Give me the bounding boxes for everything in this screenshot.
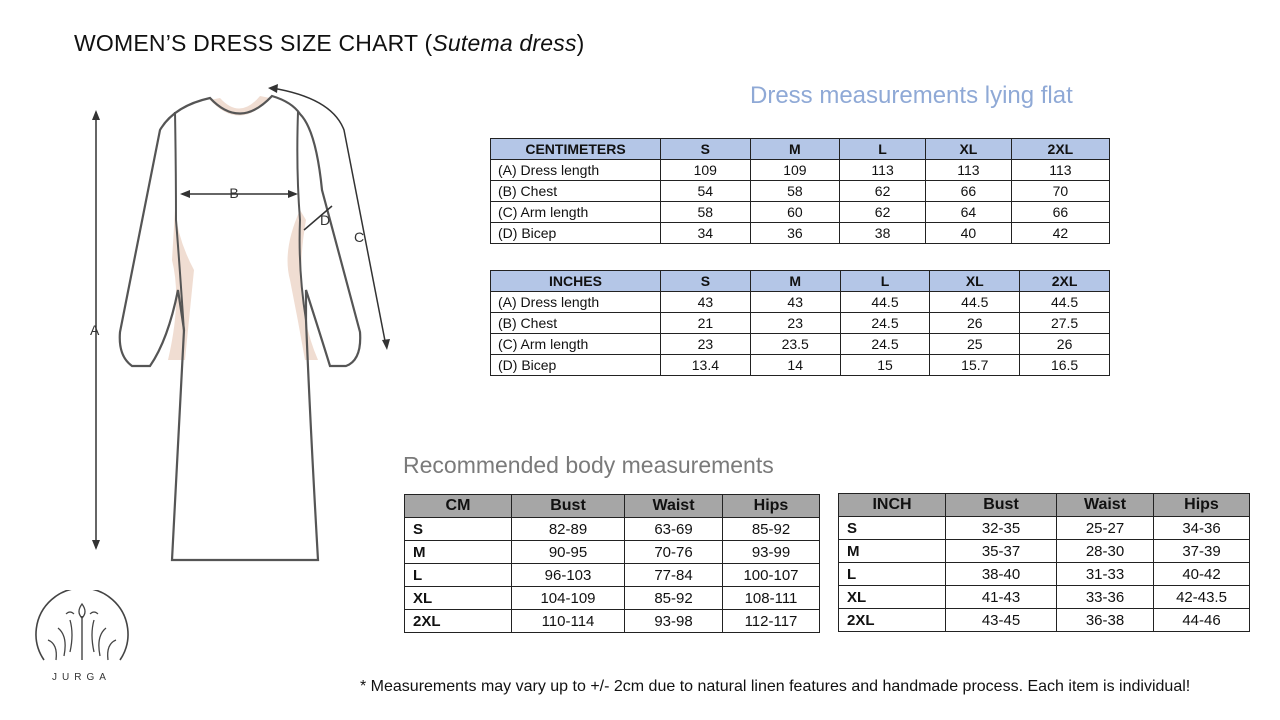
body-cm-table [404, 494, 820, 633]
row-label: L [405, 564, 512, 587]
table-cell: 38-40 [946, 563, 1057, 586]
table-cell: 37-39 [1154, 540, 1250, 563]
row-label: S [839, 517, 946, 540]
table-cell: 62 [840, 202, 926, 223]
body-inch-table [838, 493, 1250, 632]
title-dress-name: Sutema dress [432, 30, 577, 56]
table-cell: 82-89 [512, 518, 625, 541]
table-header-row [491, 139, 1110, 160]
table-cell: 21 [661, 313, 751, 334]
header-cell: CM [405, 495, 512, 518]
table-cell: 15.7 [930, 355, 1020, 376]
row-label: (A) Dress length [491, 160, 661, 181]
table-cell: 110-114 [512, 610, 625, 633]
table-row [839, 609, 1250, 632]
table-row [491, 313, 1110, 334]
c-label: C [354, 229, 365, 245]
table-row [405, 564, 820, 587]
table-cell: 28-30 [1057, 540, 1154, 563]
b-arrow-right [288, 190, 298, 198]
header-cell: 2XL [1011, 139, 1109, 160]
table-cell: 25-27 [1057, 517, 1154, 540]
body-measurements-heading: Recommended body measurements [403, 452, 774, 478]
table-cell: 14 [750, 355, 840, 376]
header-cell: L [840, 139, 926, 160]
header-cell: INCH [839, 494, 946, 517]
title-close: ) [576, 30, 585, 56]
table-cell: 58 [750, 181, 840, 202]
dress-outline [120, 96, 360, 560]
header-cell: S [661, 271, 751, 292]
table-row [491, 355, 1110, 376]
table-row [405, 541, 820, 564]
table-cell: 35-37 [946, 540, 1057, 563]
dress-diagram [60, 70, 400, 570]
table-cell: 42-43.5 [1154, 586, 1250, 609]
flat-inch-table [490, 270, 1110, 376]
c-arrow-bottom [382, 339, 390, 350]
header-cell: Waist [625, 495, 723, 518]
table-cell: 34-36 [1154, 517, 1250, 540]
table-row [839, 563, 1250, 586]
table-cell: 24.5 [840, 334, 930, 355]
table-cell: 43 [661, 292, 751, 313]
table-cell: 66 [1011, 202, 1109, 223]
table-cell: 15 [840, 355, 930, 376]
table-cell: 44.5 [1020, 292, 1110, 313]
table-header-row [491, 271, 1110, 292]
table-cell: 32-35 [946, 517, 1057, 540]
row-label: XL [405, 587, 512, 610]
table-cell: 24.5 [840, 313, 930, 334]
table-cell: 38 [840, 223, 926, 244]
header-cell: 2XL [1020, 271, 1110, 292]
row-label: M [405, 541, 512, 564]
row-label: S [405, 518, 512, 541]
table-cell: 63-69 [625, 518, 723, 541]
table-row [839, 517, 1250, 540]
b-label: B [229, 185, 239, 201]
table-cell: 25 [930, 334, 1020, 355]
a-arrow-bottom [92, 540, 100, 550]
table-cell: 36-38 [1057, 609, 1154, 632]
header-cell: Bust [946, 494, 1057, 517]
header-cell: INCHES [491, 271, 661, 292]
table-cell: 112-117 [723, 610, 820, 633]
a-label: A [90, 322, 100, 338]
page-title [74, 30, 585, 57]
table-row [839, 540, 1250, 563]
row-label: L [839, 563, 946, 586]
c-arrow-top [268, 84, 278, 93]
table-cell: 100-107 [723, 564, 820, 587]
table-cell: 62 [840, 181, 926, 202]
table-cell: 60 [750, 202, 840, 223]
header-cell: CENTIMETERS [491, 139, 661, 160]
table-cell: 70-76 [625, 541, 723, 564]
b-arrow-left [180, 190, 190, 198]
table-cell: 16.5 [1020, 355, 1110, 376]
table-row [491, 292, 1110, 313]
header-cell: S [661, 139, 751, 160]
title-main: WOMEN’S DRESS SIZE CHART ( [74, 30, 433, 56]
table-cell: 109 [750, 160, 840, 181]
table-cell: 43-45 [946, 609, 1057, 632]
table-cell: 26 [1020, 334, 1110, 355]
table-cell: 26 [930, 313, 1020, 334]
table-cell: 40 [925, 223, 1011, 244]
row-label: (D) Bicep [491, 223, 661, 244]
header-cell: Hips [1154, 494, 1250, 517]
table-cell: 27.5 [1020, 313, 1110, 334]
flat-cm-table [490, 138, 1110, 244]
row-label: XL [839, 586, 946, 609]
header-cell: M [750, 139, 840, 160]
table-cell: 43 [750, 292, 840, 313]
row-label: (A) Dress length [491, 292, 661, 313]
table-cell: 77-84 [625, 564, 723, 587]
footnote: * Measurements may vary up to +/- 2cm due to natural linen features and handmade process. Each item is individual! [360, 678, 1191, 695]
right-side-shading [288, 210, 318, 360]
row-label: 2XL [839, 609, 946, 632]
table-cell: 41-43 [946, 586, 1057, 609]
table-cell: 33-36 [1057, 586, 1154, 609]
row-label: (C) Arm length [491, 202, 661, 223]
table-row [405, 587, 820, 610]
row-label: 2XL [405, 610, 512, 633]
table-cell: 36 [750, 223, 840, 244]
table-cell: 85-92 [625, 587, 723, 610]
table-row [405, 518, 820, 541]
table-row [491, 334, 1110, 355]
header-cell: XL [925, 139, 1011, 160]
header-cell: M [750, 271, 840, 292]
table-row [491, 160, 1110, 181]
table-cell: 90-95 [512, 541, 625, 564]
table-cell: 93-99 [723, 541, 820, 564]
table-cell: 58 [661, 202, 751, 223]
table-row [491, 181, 1110, 202]
table-cell: 70 [1011, 181, 1109, 202]
table-cell: 109 [661, 160, 751, 181]
header-cell: L [840, 271, 930, 292]
table-cell: 108-111 [723, 587, 820, 610]
table-row [491, 223, 1110, 244]
header-cell: XL [930, 271, 1020, 292]
table-cell: 42 [1011, 223, 1109, 244]
table-cell: 23.5 [750, 334, 840, 355]
table-cell: 113 [840, 160, 926, 181]
header-cell: Hips [723, 495, 820, 518]
table-cell: 85-92 [723, 518, 820, 541]
table-row [405, 610, 820, 633]
table-cell: 44.5 [930, 292, 1020, 313]
table-cell: 66 [925, 181, 1011, 202]
header-cell: Waist [1057, 494, 1154, 517]
table-cell: 13.4 [661, 355, 751, 376]
table-cell: 44.5 [840, 292, 930, 313]
table-cell: 113 [925, 160, 1011, 181]
table-cell: 64 [925, 202, 1011, 223]
table-cell: 96-103 [512, 564, 625, 587]
a-arrow-top [92, 110, 100, 120]
table-cell: 40-42 [1154, 563, 1250, 586]
table-cell: 113 [1011, 160, 1109, 181]
table-row [491, 202, 1110, 223]
row-label: (C) Arm length [491, 334, 661, 355]
table-cell: 104-109 [512, 587, 625, 610]
table-cell: 31-33 [1057, 563, 1154, 586]
header-cell: Bust [512, 495, 625, 518]
table-cell: 34 [661, 223, 751, 244]
table-cell: 44-46 [1154, 609, 1250, 632]
table-cell: 23 [661, 334, 751, 355]
table-cell: 23 [750, 313, 840, 334]
d-label: D [320, 212, 331, 228]
jurga-logo-icon [30, 590, 134, 674]
row-label: (D) Bicep [491, 355, 661, 376]
table-row [839, 586, 1250, 609]
logo-text: JURGA [52, 672, 111, 683]
row-label: (B) Chest [491, 313, 661, 334]
row-label: (B) Chest [491, 181, 661, 202]
table-header-row [405, 495, 820, 518]
table-cell: 93-98 [625, 610, 723, 633]
table-header-row [839, 494, 1250, 517]
flat-measurements-heading: Dress measurements lying flat [750, 82, 1073, 109]
row-label: M [839, 540, 946, 563]
table-cell: 54 [661, 181, 751, 202]
